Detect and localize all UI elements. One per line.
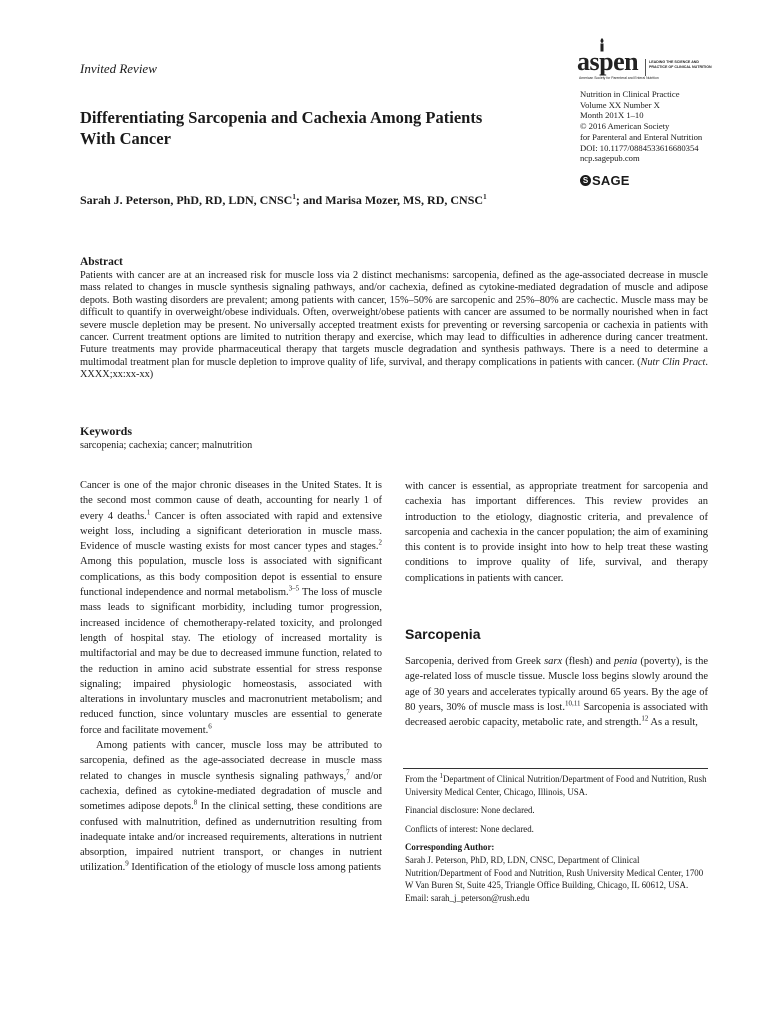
citation-ref: 3–5 — [288, 584, 300, 593]
affiliation-note: From the $^1$Department of Clinical Nutrition/Department of Food and Nutrition, Rush University Medical Center, Chicago, Illinois, USA. — [405, 772, 707, 797]
journal-doi: DOI: 10.1177/0884533616680354 — [580, 142, 699, 153]
sage-icon: S — [580, 175, 591, 186]
abstract-text: Patients with cancer are at an increased risk for muscle loss via 2 distinct mechanisms: sarcopenia, defined as the age-associated decrease in muscle mass related to changes in muscle synthesis signaling pathways, and/or cachexia, defined as cytokine-mediated degradation of muscle and adipose depots. Both wasting disorders are prevalent; among patients with cancer, 15%–50% are sarcopenic and 25%–80% are cachectic. Muscle mass may be difficult to quantify in overweight/obese individuals. Often, overweight/obese patients with cancer are assumed to be normally nourished when in fact severe muscle depletion may be present. No universally accepted treatment exists for preventing or reversing sarcopenia or cachexia in patients with cancer. Current treatment options are limited to nutrition therapy and exercise, which may lead to difficulties in adherence during cancer treatment. Future treatments may provide pharmaceutical therapy that targets muscle degradation and synthesis pathways. There is a need to determine a multimodal treatment plan for muscle depletion to improve quality of life, survival, and therapy complications in patients with cancer. (Nutr Clin Pract. XXXX;xx:xx-xx) — [80, 270, 708, 381]
journal-pages: Month 201X 1–10 — [580, 110, 644, 121]
affiliation-marker: 1 — [292, 193, 296, 201]
author-primary: Sarah J. Peterson, PhD, RD, LDN, CNSC — [80, 193, 293, 207]
sage-wordmark: SAGE — [592, 172, 630, 188]
author-secondary: ; and Marisa Mozer, MS, RD, CNSC — [295, 193, 484, 207]
journal-name: Nutrition in Clinical Practice — [580, 89, 680, 99]
financial-disclosure: Financial disclosure: None declared. — [405, 805, 535, 816]
journal-url: ncp.sagepub.com — [580, 153, 640, 164]
section-heading: Sarcopenia — [405, 626, 481, 642]
corresponding-author-email[interactable]: Email: sarah_j_peterson@rush.edu — [405, 892, 530, 903]
journal-copyright: © 2016 American Society — [580, 121, 670, 132]
corresponding-author-details: Sarah J. Peterson, PhD, RD, LDN, CNSC, Department of Clinical Nutrition/Department of Food and Nutrition, Rush University Medical Center, 1700 W Van Buren St, Suite 425, Triangle Office Building, Chicago, IL 60612, USA. — [405, 854, 704, 891]
citation-ref: 6 — [208, 722, 212, 731]
keywords-heading: Keywords — [80, 424, 132, 438]
article-title: Differentiating Sarcopenia and Cachexia Among Patients With Cancer — [80, 108, 483, 148]
affiliation-marker: 1 — [483, 193, 487, 201]
footnote-divider — [403, 768, 708, 769]
citation-ref: 8 — [193, 798, 198, 807]
logo-society-name: American Society for Parenteral and Enteral Nutrition — [579, 76, 659, 80]
logo-tagline: LEADING THE SCIENCE AND — [649, 60, 699, 64]
body-paragraph: Sarcopenia, derived from Greek sarx (flesh) and penia (poverty), is the age-related loss of muscle tissue. Muscle loss begins slowly around the age of 30 years and accelerates typically around 65 years. By the age of 80 years, 30% of muscle mass is lost.$^{10,11}$ Sarcopenia is associated with decreased aerobic capacity, metabolic rate, and strength.$^{12}$ As a result, — [405, 656, 708, 729]
citation-ref: 1 — [146, 508, 151, 517]
article-type: Invited Review — [80, 61, 157, 76]
citation-ref: 10,11 — [564, 699, 581, 708]
logo-divider — [645, 59, 646, 76]
body-paragraph: with cancer is essential, as appropriate treatment for sarcopenia and cachexia has important differences. This review provides an introduction to the etiology, diagnostic criteria, and prevalence of sarcopenia and cachexia in the cancer population; the aim of examining this content is to provide insight into how to help treat these wasting conditions to improve quality of life, survival, and therapy complications in patients with cancer. — [405, 481, 708, 584]
conflicts-note: Conflicts of interest: None declared. — [405, 823, 534, 834]
footnotes — [405, 773, 708, 904]
keywords-list: sarcopenia; cachexia; cancer; malnutrition — [80, 440, 253, 451]
journal-volume: Volume XX Number X — [580, 99, 660, 110]
citation-ref: 2 — [378, 538, 382, 547]
body-paragraph: Among patients with cancer, muscle loss may be attributed to sarcopenia, defined as the age-associated decrease in muscle mass related to changes in muscle synthesis signaling pathways,$^7$ and/or cachexia, defined as cytokine-mediated degradation of muscle and sometimes adipose depots.$^8$ In the clinical setting, these conditions are confused with malnutrition, defined as undernutrition resulting from inadequate intake and/or increased requirements, alterations in nutrient absorption, impaired nutrient transport, or changes in nutrient utilization.$^9$ Identification of the etiology of muscle loss among patients — [80, 740, 382, 874]
journal-copyright-cont: for Parenteral and Enteral Nutrition — [580, 131, 703, 142]
body-column-left — [80, 478, 382, 876]
body-paragraph: Cancer is one of the major chronic diseases in the United States. It is the second most common cause of death, accounting for nearly 1 of every 4 deaths.$^1$ Cancer is often associated with rapid and extensive weight loss, including a significant deterioration in muscle mass. Evidence of muscle wasting exists for most cancer types and stages.$^2$ Among this population, muscle loss is associated with significant complications, as this body composition depot is essential to ensure functional independence and normal metabolism.$^{3-5}$ The loss of muscle mass leads to significant morbidity, including tumor progression, increased incidence of chemotherapy-related toxicity, and prolonged length of hospital stay. The etiology of increased mortality is multifactorial and may be due to decreased immune function, related to the reduction in amino acid substrate essential for stress response signaling; impaired physiologic homeostasis, associated with alterations in involuntary muscles and macronutrient metabolism; and reduced function, since voluntary muscles are essential to generate force and facilitate movement.$^6$ — [80, 480, 382, 736]
logo-wordmark: aspen — [577, 47, 639, 76]
author-line — [80, 193, 487, 208]
body-column-right — [405, 479, 708, 586]
citation-ref: 7 — [346, 768, 350, 777]
journal-info — [580, 89, 702, 164]
citation-ref: 9 — [125, 859, 129, 868]
citation-journal: Nutr Clin Pract — [640, 356, 706, 368]
abstract-heading: Abstract — [80, 256, 123, 268]
body-column-right-section — [405, 654, 708, 730]
aspen-logo — [577, 38, 712, 82]
citation-ref: 12 — [641, 714, 649, 723]
sage-logo — [580, 173, 630, 187]
logo-tagline: PRACTICE OF CLINICAL NUTRITION — [649, 65, 712, 69]
corresponding-author-heading: Corresponding Author: — [405, 842, 495, 853]
